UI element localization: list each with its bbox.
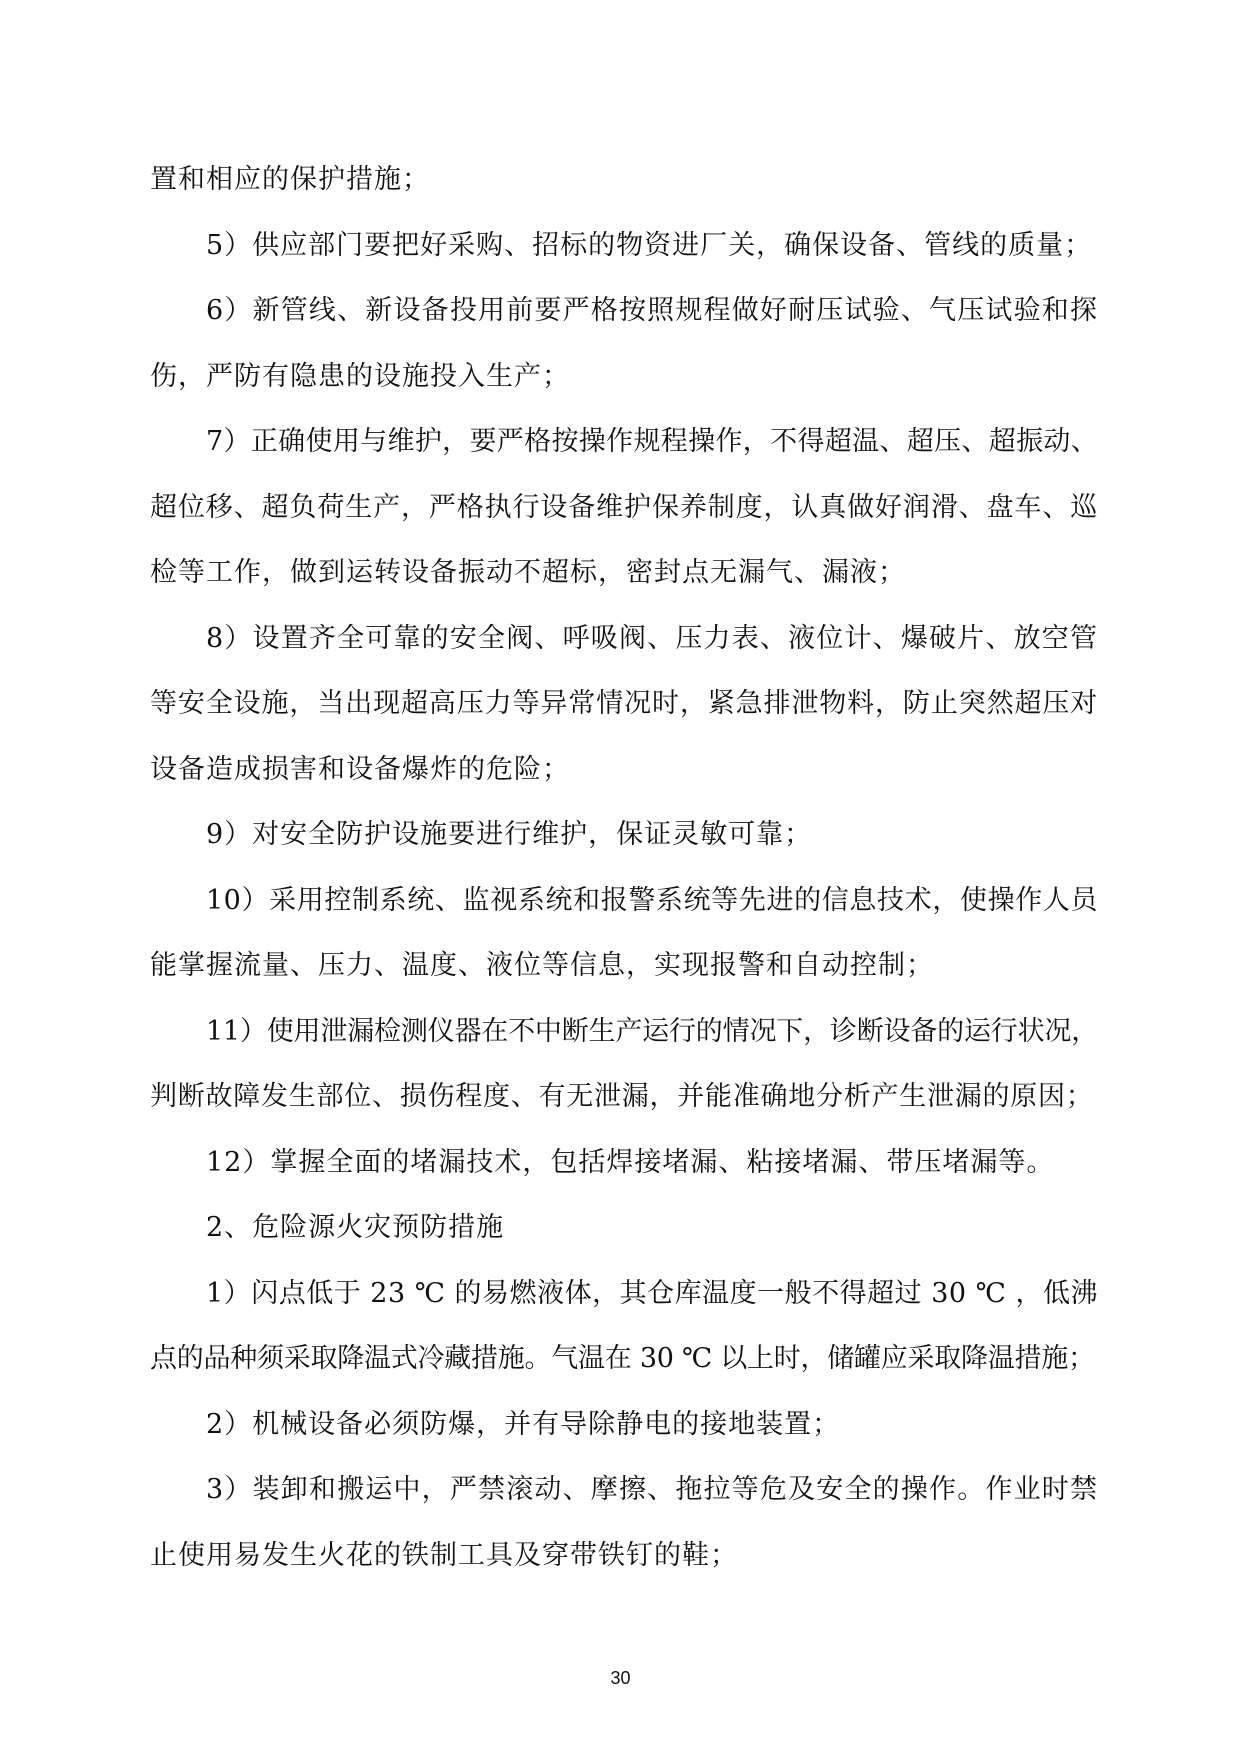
paragraph-line: 7）正确使用与维护，要严格按操作规程操作，不得超温、超压、超振动、 — [206, 426, 1098, 457]
paragraph-item-5 — [150, 213, 1098, 279]
paragraph-line: 判断故障发生部位、损伤程度、有无泄漏，并能准确地分析产生泄漏的原因； — [150, 1081, 1094, 1112]
paragraph-line: 等安全设施，当出现超高压力等异常情况时，紧急排泄物料，防止突然超压对 — [150, 688, 1098, 719]
paragraph-fire-1 — [150, 1261, 1098, 1392]
paragraph-line: 3）装卸和搬运中，严禁滚动、摩擦、拖拉等危及安全的操作。作业时禁 — [206, 1474, 1098, 1505]
paragraph-continued — [150, 147, 1098, 213]
paragraph-line: 能掌握流量、压力、温度、液位等信息，实现报警和自动控制； — [150, 950, 934, 981]
paragraph-fire-3 — [150, 1457, 1098, 1588]
paragraph-item-9 — [150, 802, 1098, 868]
paragraph-line: 12）掌握全面的堵漏技术，包括焊接堵漏、粘接堵漏、带压堵漏等。 — [206, 1146, 1055, 1178]
paragraph-line: 9）对安全防护设施要进行维护，保证灵敏可靠； — [206, 819, 813, 850]
paragraph-line: 6）新管线、新设备投用前要严格按照规程做好耐压试验、气压试验和探 — [206, 295, 1098, 326]
body-text — [150, 147, 1098, 1588]
paragraph-line: 止使用易发生火花的铁制工具及穿带铁钉的鞋； — [150, 1539, 738, 1571]
paragraph-item-6 — [150, 278, 1098, 409]
paragraph-line: 11）使用泄漏检测仪器在不中断生产运行的情况下，诊断设备的运行状况， — [206, 1015, 1098, 1047]
paragraph-item-7 — [150, 409, 1098, 606]
paragraph-line: 点的品种须采取降温式冷藏措施。气温在 30 ℃ 以上时，储罐应采取降温措施； — [150, 1343, 1095, 1374]
paragraph-line: 检等工作，做到运转设备振动不超标，密封点无漏气、漏液； — [150, 557, 906, 588]
paragraph-line: 10）采用控制系统、监视系统和报警系统等先进的信息技术，使操作人员 — [206, 884, 1098, 916]
paragraph-item-8 — [150, 606, 1098, 803]
page-number: 30 — [610, 1668, 631, 1688]
paragraph-line: 超位移、超负荷生产，严格执行设备维护保养制度，认真做好润滑、盘车、巡 — [150, 491, 1098, 523]
paragraph-line: 8）设置齐全可靠的安全阀、呼吸阀、压力表、液位计、爆破片、放空管 — [206, 622, 1098, 654]
paragraph-fire-2 — [150, 1392, 1098, 1458]
paragraph-item-12 — [150, 1130, 1098, 1196]
paragraph-line: 设备造成损害和设备爆炸的危险； — [150, 753, 570, 785]
paragraph-line: 伤，严防有隐患的设施投入生产； — [150, 360, 570, 392]
section-heading-text: 2、危险源火灾预防措施 — [206, 1212, 505, 1243]
paragraph-item-10 — [150, 868, 1098, 999]
paragraph-line: 1）闪点低于 23 ℃ 的易燃液体，其仓库温度一般不得超过 30 ℃ ，低沸 — [206, 1277, 1098, 1309]
paragraph-line: 2）机械设备必须防爆，并有导除静电的接地装置； — [206, 1408, 841, 1440]
section-heading — [150, 1195, 1098, 1261]
paragraph-item-11 — [150, 999, 1098, 1130]
paragraph-line: 置和相应的保护措施； — [150, 164, 430, 195]
paragraph-line: 5）供应部门要把好采购、招标的物资进厂关，确保设备、管线的质量； — [206, 229, 1093, 261]
